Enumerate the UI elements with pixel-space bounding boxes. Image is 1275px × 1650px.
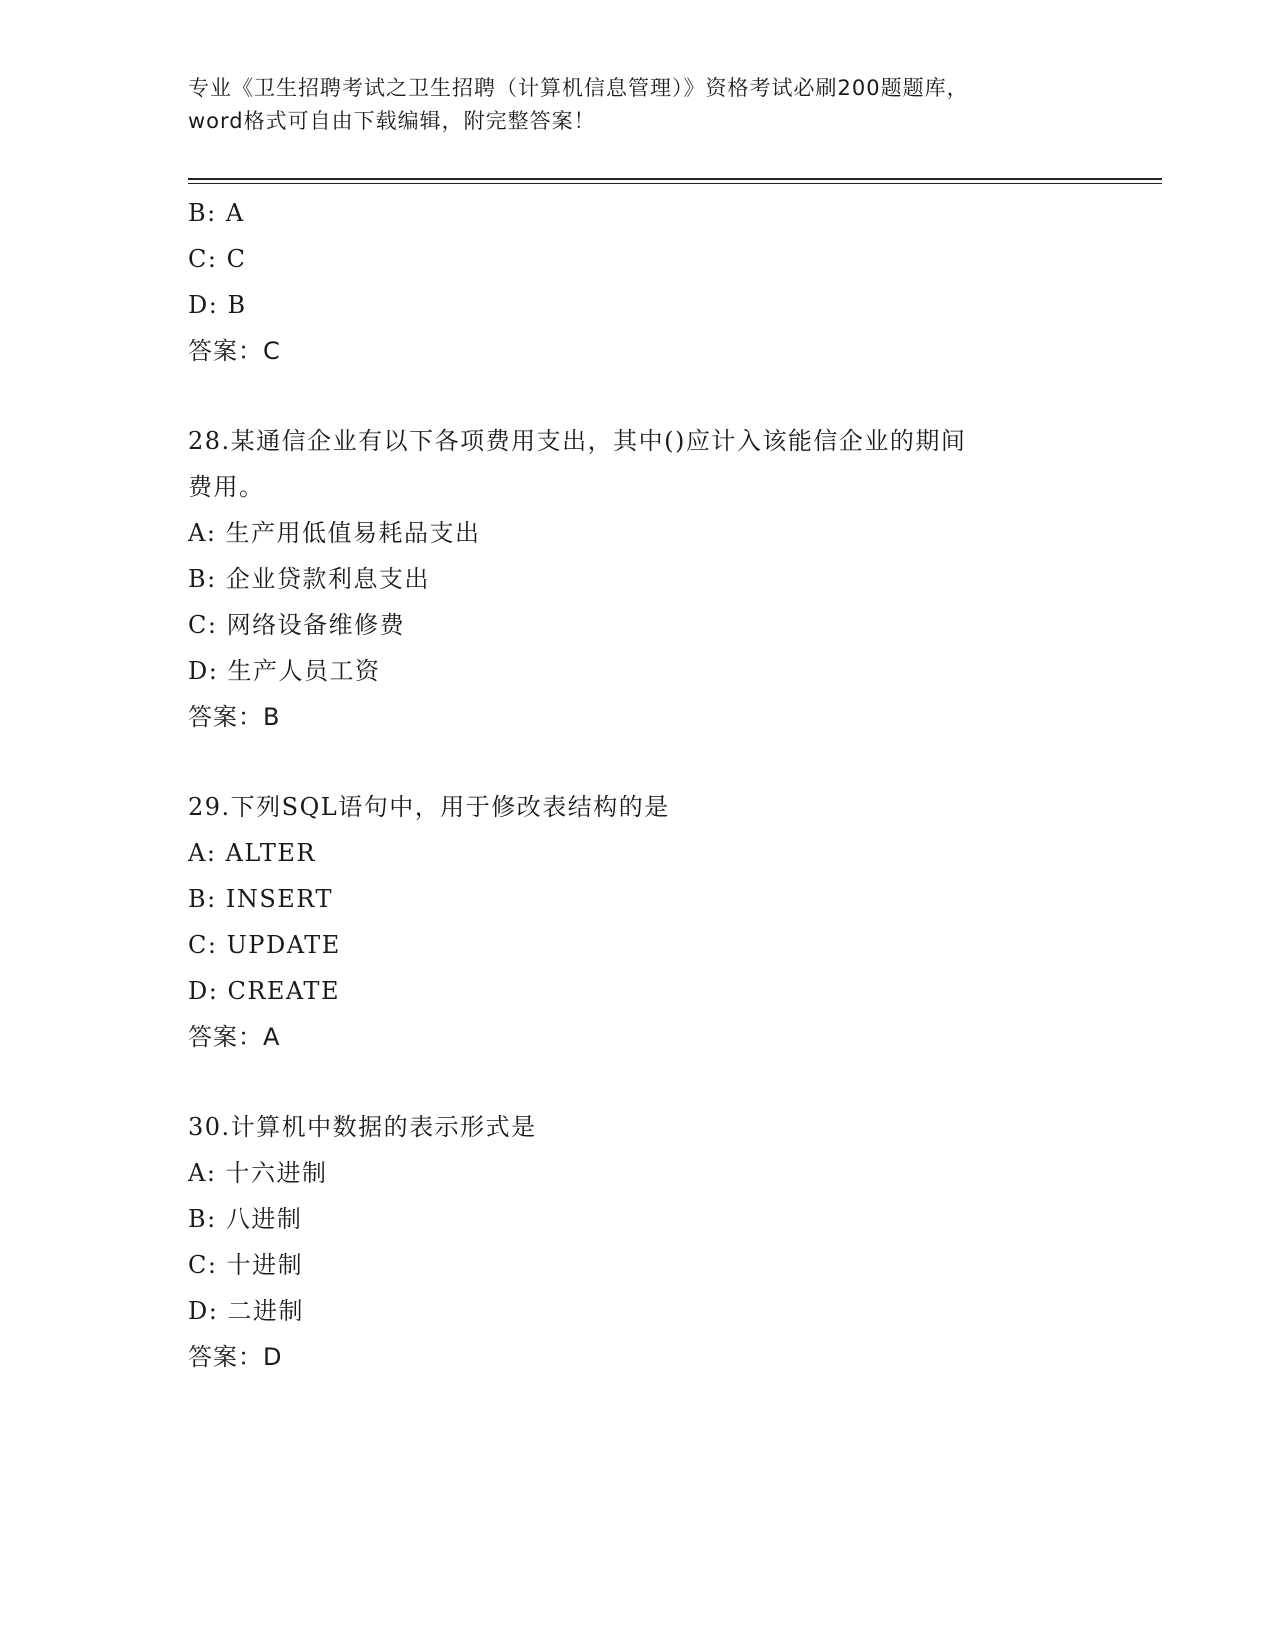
option-d: D: CREATE	[188, 977, 340, 1005]
divider-line-top	[188, 178, 1162, 180]
question-title: 28.某通信企业有以下各项费用支出，其中()应计入该能信企业的期间	[188, 427, 967, 455]
answer-text: 答案：B	[188, 703, 281, 731]
question-list	[188, 190, 1088, 1380]
option-b: B: 八进制	[188, 1205, 303, 1233]
option-a: A: 生产用低值易耗品支出	[188, 519, 481, 547]
option-c: C: 十进制	[188, 1251, 304, 1279]
document-header	[188, 72, 1088, 138]
header-line-2: word格式可自由下载编辑，附完整答案！	[188, 109, 596, 133]
option-a: A: ALTER	[188, 839, 316, 867]
divider-line-bottom	[188, 183, 1162, 184]
header-divider	[188, 178, 1162, 184]
header-line-1: 专业《卫生招聘考试之卫生招聘（计算机信息管理）》资格考试必刷200题题库，	[188, 76, 969, 100]
answer-text: 答案：C	[188, 337, 281, 365]
answer-text: 答案：A	[188, 1023, 281, 1051]
answer-text: 答案：D	[188, 1343, 283, 1371]
question-block-29	[188, 784, 1088, 1060]
option-d: D: 二进制	[188, 1297, 304, 1325]
option-c: C: UPDATE	[188, 931, 341, 959]
option-c: C: C	[188, 245, 247, 273]
option-d: D: 生产人员工资	[188, 657, 381, 685]
question-title-continued: 费用。	[188, 473, 265, 501]
option-a: A: 十六进制	[188, 1159, 328, 1187]
question-block-30	[188, 1104, 1088, 1380]
question-title: 30.计算机中数据的表示形式是	[188, 1113, 537, 1141]
option-c: C: 网络设备维修费	[188, 611, 406, 639]
question-title: 29.下列SQL语句中，用于修改表结构的是	[188, 793, 670, 821]
option-b: B: A	[188, 199, 245, 227]
question-block-27	[188, 190, 1088, 374]
option-b: B: INSERT	[188, 885, 333, 913]
option-d: D: B	[188, 291, 247, 319]
question-block-28	[188, 418, 1088, 740]
option-b: B: 企业贷款利息支出	[188, 565, 430, 593]
